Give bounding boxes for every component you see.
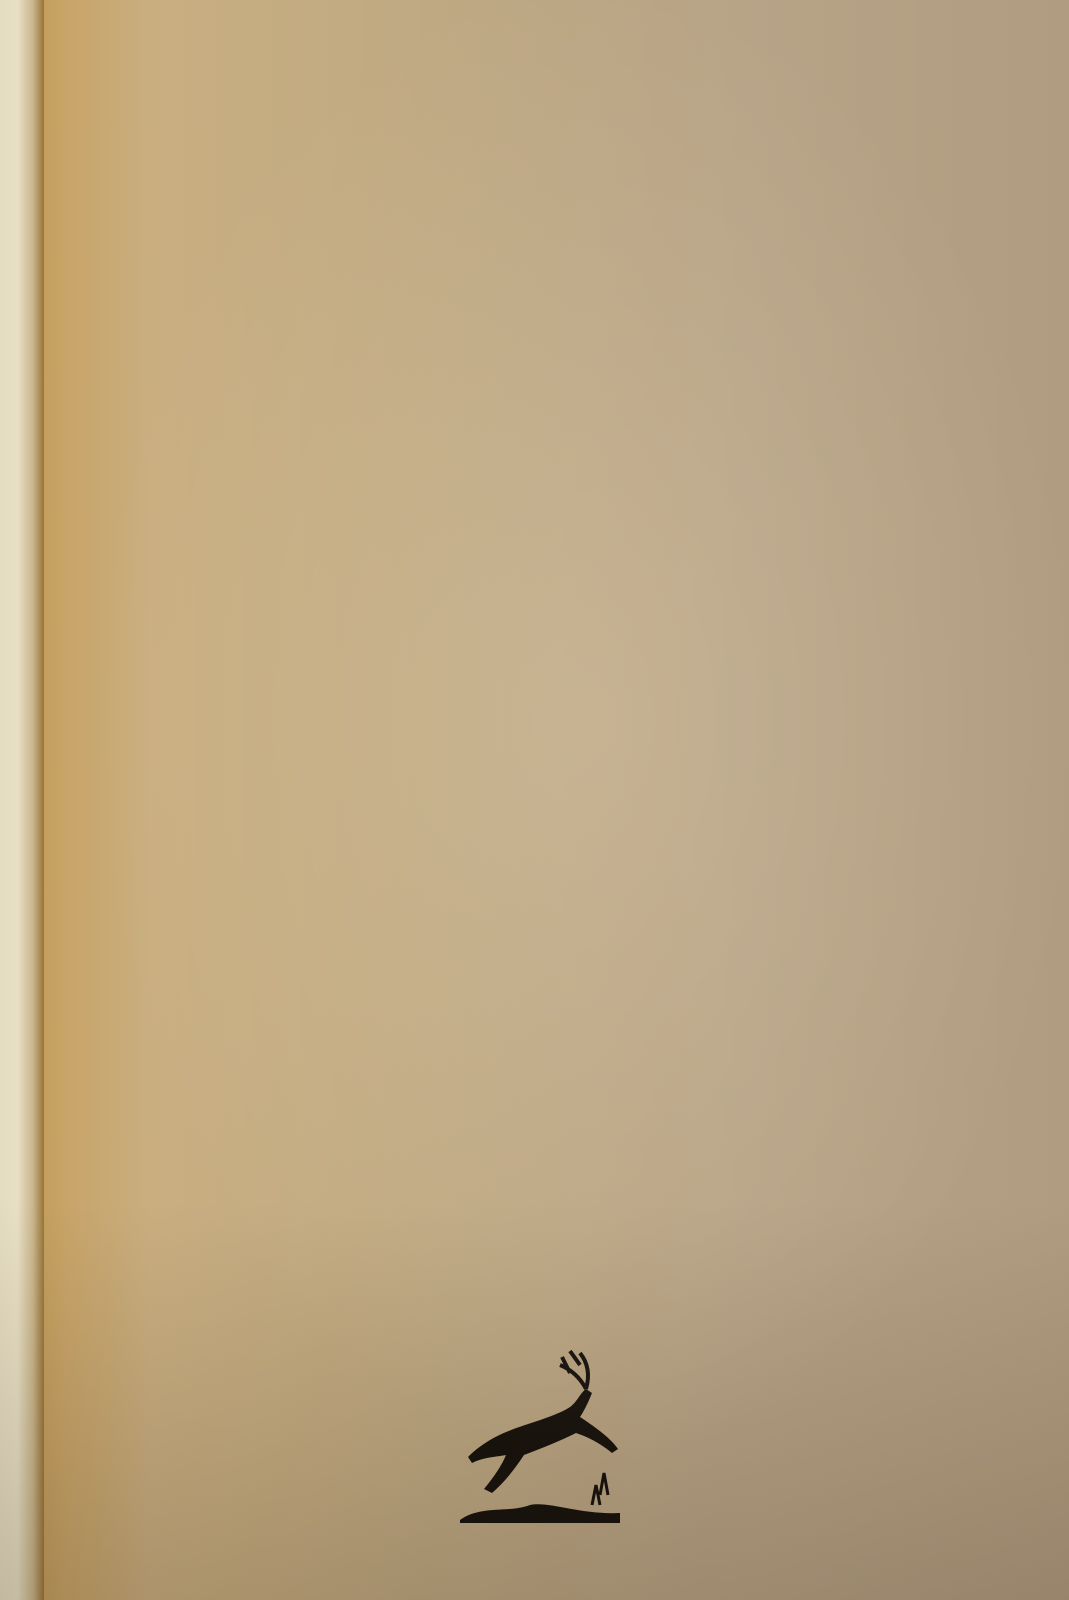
deer-vignette-icon — [420, 1345, 640, 1525]
page-gutter — [0, 0, 44, 1600]
table-of-contents — [60, 487, 1010, 507]
cross-ornament-row — [95, 65, 1015, 175]
cross-ornament-single — [490, 240, 556, 306]
